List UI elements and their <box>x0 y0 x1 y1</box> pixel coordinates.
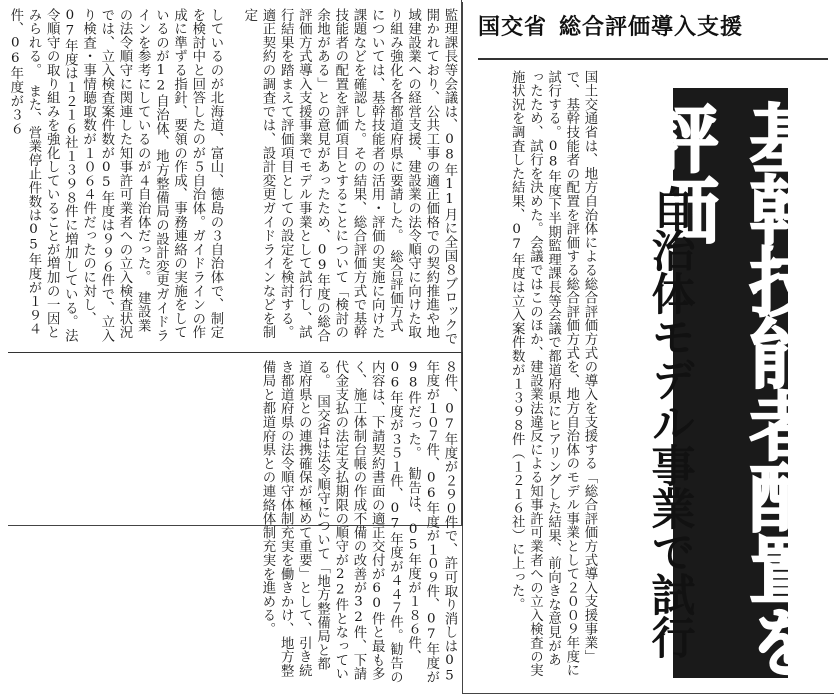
body-column-top-b: しているのが北海道、富山、徳島の３自治体で、制定を検討中と回答したのが５自治体。ガイドラインの作成に準ずる指針、要領の作成、事務連絡の実施をしているのが12自治体、地方整備局の設計変更ガイドラインを参考にしているのが４自治体だった。 建設業の法令順守に関連した知事許可業者への立入検査状況では、立入検査案件数が05年度は９９６件で、立入り検査・事情聴取数が１０６４件だったのに対し、07年度は１２１６社１３９８件に増加している。法令順守の取り組みを強化していることが増加の一因とみられる。 また、営業停止件数は05年度が１９４件、06年度が３６ <box>7 8 223 343</box>
kicker-rule <box>478 58 828 60</box>
body-column-top-a: 監理課長等会議は、08年11月に全国８ブロックで開かれており、公共工事の適正価格での契約推進や地域建設業への経営支援、建設業の法令順守に向けた取り組み強化を各都道府県に要請した。 総合評価方式については、基幹技能者の活用・評価の実施に向けた課題などを確認した。その結果、総合評価方式で基幹技能者の配置を評価項目とすることについて「検討の余地がある」との意見があったため、09年度の総合評価方式導入支援事業でモデル事業として試行し、試行結果を踏まえて評価項目としての設定を検討する。 適正契約の調査では、設計変更ガイドラインなどを制定 <box>241 8 457 347</box>
kicker-label: 総合評価導入支援 <box>559 15 744 40</box>
column-rule <box>462 352 463 526</box>
kicker-source: 国交省 <box>478 15 548 40</box>
body-column-bottom: ８件、07年度が２９０件で、許可取り消しは05年度が１０７件、06年度が１０９件、07年度が98件だった。 勧告は、05年度が１８６件、06年度が３５１件、07年度が４４７件。勧告の内容は、下請契約書面の適正交付が60件と最も多く、施工体制台帳の作成不備の改善が32件、下請代金支払の法定支払期限の順守が22件となっている。 国交省は法令順守について「地方整備局と都道府県との連携確保が極めて重要」として、引き続き都道府県の法令順守体制充実を働きかけ、地方整備局と都道府県との連絡体制充実を進める。 <box>259 360 457 684</box>
lead-paragraph: 国土交通省は、地方自治体による総合評価方式の導入を支援する「総合評価方式導入支援事業」で、基幹技能者の配置を評価する総合評価方式を、地方自治体のモデル事業として２００９年度に試行する。08年度下半期監理課長等会議で都道府県にヒアリングした結果、前向きな意見があったため、試行を決めた。会議ではこのほか、建設業法違反による知事許可業者への立入検査の実施状況を調査した結果、07年度は立入案件数が１３９８件（１２１６社）に上った。 <box>509 70 597 678</box>
headline: 基幹技能者配置を評価 <box>632 100 824 676</box>
column-divider <box>8 352 462 353</box>
kicker <box>478 10 828 58</box>
subhead: 自治体モデル事業で試行 <box>643 185 695 658</box>
